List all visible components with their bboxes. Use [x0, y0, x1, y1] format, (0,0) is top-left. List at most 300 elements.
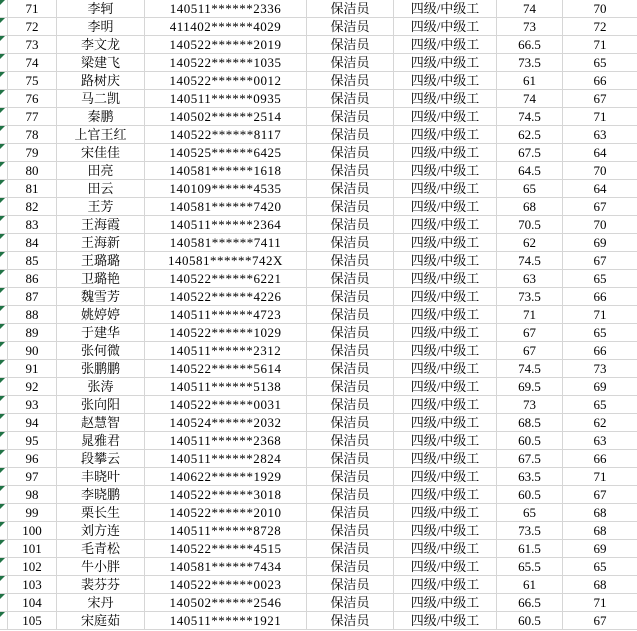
id-number-cell[interactable]: 140502******2514	[145, 108, 307, 126]
job-title-cell[interactable]: 保洁员	[307, 198, 394, 216]
job-title-cell[interactable]: 保洁员	[307, 180, 394, 198]
job-title-cell[interactable]: 保洁员	[307, 360, 394, 378]
row-number-cell[interactable]: 85	[8, 252, 57, 270]
id-number-cell[interactable]: 140522******6221	[145, 270, 307, 288]
id-number-cell[interactable]: 140522******1029	[145, 324, 307, 342]
row-marker-cell[interactable]	[0, 216, 8, 234]
id-number-cell[interactable]: 140511******1921	[145, 612, 307, 630]
name-cell[interactable]: 秦鹏	[57, 108, 145, 126]
row-marker-cell[interactable]	[0, 468, 8, 486]
id-number-cell[interactable]: 140511******2368	[145, 432, 307, 450]
job-title-cell[interactable]: 保洁员	[307, 594, 394, 612]
name-cell[interactable]: 王芳	[57, 198, 145, 216]
job-title-cell[interactable]: 保洁员	[307, 432, 394, 450]
row-number-cell[interactable]: 94	[8, 414, 57, 432]
error-indicator-icon	[0, 144, 5, 149]
score2-cell[interactable]: 70	[563, 0, 637, 18]
score1-cell[interactable]: 68	[497, 198, 563, 216]
level-cell[interactable]: 四级/中级工	[394, 90, 497, 108]
job-title-cell[interactable]: 保洁员	[307, 72, 394, 90]
id-number-cell[interactable]: 140511******0935	[145, 90, 307, 108]
job-title-cell[interactable]: 保洁员	[307, 108, 394, 126]
row-number-cell[interactable]: 77	[8, 108, 57, 126]
name-cell[interactable]: 张何微	[57, 342, 145, 360]
name-cell[interactable]: 卫璐艳	[57, 270, 145, 288]
score2-cell[interactable]: 70	[563, 162, 637, 180]
level-cell[interactable]: 四级/中级工	[394, 72, 497, 90]
level-cell[interactable]: 四级/中级工	[394, 18, 497, 36]
score1-cell[interactable]: 65.5	[497, 558, 563, 576]
job-title-cell[interactable]: 保洁员	[307, 396, 394, 414]
row-marker-cell[interactable]	[0, 162, 8, 180]
name-cell[interactable]: 刘方连	[57, 522, 145, 540]
row-number-cell[interactable]: 76	[8, 90, 57, 108]
id-number-cell[interactable]: 140581******7420	[145, 198, 307, 216]
level-cell[interactable]: 四级/中级工	[394, 306, 497, 324]
score1-cell[interactable]: 60.5	[497, 612, 563, 630]
level-cell[interactable]: 四级/中级工	[394, 162, 497, 180]
id-number-cell[interactable]: 140511******4723	[145, 306, 307, 324]
id-number-cell[interactable]: 140522******0023	[145, 576, 307, 594]
score2-cell[interactable]: 68	[563, 504, 637, 522]
score2-cell[interactable]: 66	[563, 72, 637, 90]
row-marker-cell[interactable]	[0, 90, 8, 108]
id-number-cell[interactable]: 140522******1035	[145, 54, 307, 72]
id-number-cell[interactable]: 140522******0012	[145, 72, 307, 90]
level-cell[interactable]: 四级/中级工	[394, 252, 497, 270]
row-marker-cell[interactable]	[0, 144, 8, 162]
level-cell[interactable]: 四级/中级工	[394, 486, 497, 504]
id-number-cell[interactable]: 140511******2336	[145, 0, 307, 18]
id-number-cell[interactable]: 140522******4226	[145, 288, 307, 306]
row-marker-cell[interactable]	[0, 126, 8, 144]
row-number-cell[interactable]: 89	[8, 324, 57, 342]
score1-cell[interactable]: 71	[497, 306, 563, 324]
level-cell[interactable]: 四级/中级工	[394, 54, 497, 72]
row-number-cell[interactable]: 92	[8, 378, 57, 396]
name-cell[interactable]: 赵慧智	[57, 414, 145, 432]
id-number-cell[interactable]: 411402******4029	[145, 18, 307, 36]
level-cell[interactable]: 四级/中级工	[394, 180, 497, 198]
name-cell[interactable]: 李晓鹏	[57, 486, 145, 504]
row-number-cell[interactable]: 96	[8, 450, 57, 468]
row-number-cell[interactable]: 99	[8, 504, 57, 522]
score2-cell[interactable]: 71	[563, 36, 637, 54]
level-cell[interactable]: 四级/中级工	[394, 396, 497, 414]
error-indicator-icon	[0, 558, 5, 563]
level-cell[interactable]: 四级/中级工	[394, 522, 497, 540]
row-number-cell[interactable]: 78	[8, 126, 57, 144]
score2-cell[interactable]: 69	[563, 234, 637, 252]
name-cell[interactable]: 梁建飞	[57, 54, 145, 72]
row-number-cell[interactable]: 98	[8, 486, 57, 504]
name-cell[interactable]: 王海新	[57, 234, 145, 252]
score2-cell[interactable]: 71	[563, 306, 637, 324]
score2-cell[interactable]: 67	[563, 252, 637, 270]
row-marker-cell[interactable]	[0, 306, 8, 324]
name-cell[interactable]: 马二凯	[57, 90, 145, 108]
error-indicator-icon	[0, 234, 5, 239]
level-cell[interactable]: 四级/中级工	[394, 342, 497, 360]
id-number-cell[interactable]: 140622******1929	[145, 468, 307, 486]
row-number-cell[interactable]: 91	[8, 360, 57, 378]
score2-cell[interactable]: 63	[563, 432, 637, 450]
name-cell[interactable]: 李文龙	[57, 36, 145, 54]
name-cell[interactable]: 田亮	[57, 162, 145, 180]
job-title-cell[interactable]: 保洁员	[307, 306, 394, 324]
level-cell[interactable]: 四级/中级工	[394, 144, 497, 162]
row-marker-cell[interactable]	[0, 558, 8, 576]
score2-cell[interactable]: 64	[563, 144, 637, 162]
row-number-cell[interactable]: 103	[8, 576, 57, 594]
id-number-cell[interactable]: 140522******0031	[145, 396, 307, 414]
name-cell[interactable]: 于建华	[57, 324, 145, 342]
row-marker-cell[interactable]	[0, 486, 8, 504]
job-title-cell[interactable]: 保洁员	[307, 558, 394, 576]
score2-cell[interactable]: 65	[563, 558, 637, 576]
level-cell[interactable]: 四级/中级工	[394, 198, 497, 216]
score2-cell[interactable]: 64	[563, 180, 637, 198]
id-number-cell[interactable]: 140522******8117	[145, 126, 307, 144]
name-cell[interactable]: 李明	[57, 18, 145, 36]
name-cell[interactable]: 牛小胖	[57, 558, 145, 576]
score1-cell[interactable]: 66.5	[497, 594, 563, 612]
job-title-cell[interactable]: 保洁员	[307, 54, 394, 72]
row-marker-cell[interactable]	[0, 450, 8, 468]
score2-cell[interactable]: 73	[563, 360, 637, 378]
row-number-cell[interactable]: 102	[8, 558, 57, 576]
error-indicator-icon	[0, 270, 5, 275]
id-number-cell[interactable]: 140522******3018	[145, 486, 307, 504]
row-marker-cell[interactable]	[0, 378, 8, 396]
score2-cell[interactable]: 71	[563, 594, 637, 612]
score1-cell[interactable]: 61	[497, 72, 563, 90]
score2-cell[interactable]: 68	[563, 522, 637, 540]
job-title-cell[interactable]: 保洁员	[307, 342, 394, 360]
error-indicator-icon	[0, 288, 5, 293]
level-cell[interactable]: 四级/中级工	[394, 594, 497, 612]
row-marker-cell[interactable]	[0, 360, 8, 378]
error-indicator-icon	[0, 108, 5, 113]
error-indicator-icon	[0, 180, 5, 185]
row-marker-cell[interactable]	[0, 18, 8, 36]
score1-cell[interactable]: 65	[497, 504, 563, 522]
score2-cell[interactable]: 65	[563, 396, 637, 414]
score1-cell[interactable]: 67	[497, 342, 563, 360]
score1-cell[interactable]: 67.5	[497, 144, 563, 162]
row-number-cell[interactable]: 88	[8, 306, 57, 324]
job-title-cell[interactable]: 保洁员	[307, 468, 394, 486]
score1-cell[interactable]: 67.5	[497, 450, 563, 468]
level-cell[interactable]: 四级/中级工	[394, 504, 497, 522]
job-title-cell[interactable]: 保洁员	[307, 234, 394, 252]
score2-cell[interactable]: 66	[563, 288, 637, 306]
score2-cell[interactable]: 65	[563, 54, 637, 72]
name-cell[interactable]: 毛青松	[57, 540, 145, 558]
row-marker-cell[interactable]	[0, 396, 8, 414]
row-marker-cell[interactable]	[0, 342, 8, 360]
job-title-cell[interactable]: 保洁员	[307, 486, 394, 504]
score1-cell[interactable]: 61.5	[497, 540, 563, 558]
id-number-cell[interactable]: 140109******4535	[145, 180, 307, 198]
level-cell[interactable]: 四级/中级工	[394, 324, 497, 342]
row-number-cell[interactable]: 100	[8, 522, 57, 540]
row-marker-cell[interactable]	[0, 0, 8, 18]
row-number-cell[interactable]: 75	[8, 72, 57, 90]
score1-cell[interactable]: 65	[497, 180, 563, 198]
level-cell[interactable]: 四级/中级工	[394, 378, 497, 396]
error-indicator-icon	[0, 0, 5, 5]
row-marker-cell[interactable]	[0, 576, 8, 594]
error-indicator-icon	[0, 36, 5, 41]
id-number-cell[interactable]: 140511******2364	[145, 216, 307, 234]
id-number-cell[interactable]: 140581******7434	[145, 558, 307, 576]
score1-cell[interactable]: 69.5	[497, 378, 563, 396]
row-marker-cell[interactable]	[0, 198, 8, 216]
level-cell[interactable]: 四级/中级工	[394, 0, 497, 18]
name-cell[interactable]: 段攀云	[57, 450, 145, 468]
id-number-cell[interactable]: 140522******5614	[145, 360, 307, 378]
error-indicator-icon	[0, 378, 5, 383]
id-number-cell[interactable]: 140581******742X	[145, 252, 307, 270]
row-number-cell[interactable]: 90	[8, 342, 57, 360]
row-marker-cell[interactable]	[0, 414, 8, 432]
error-indicator-icon	[0, 126, 5, 131]
row-marker-cell[interactable]	[0, 234, 8, 252]
score2-cell[interactable]: 63	[563, 126, 637, 144]
level-cell[interactable]: 四级/中级工	[394, 558, 497, 576]
row-number-cell[interactable]: 81	[8, 180, 57, 198]
score1-cell[interactable]: 64.5	[497, 162, 563, 180]
id-number-cell[interactable]: 140511******5138	[145, 378, 307, 396]
row-number-cell[interactable]: 80	[8, 162, 57, 180]
score2-cell[interactable]: 66	[563, 342, 637, 360]
row-number-cell[interactable]: 79	[8, 144, 57, 162]
score1-cell[interactable]: 73.5	[497, 288, 563, 306]
name-cell[interactable]: 王璐璐	[57, 252, 145, 270]
level-cell[interactable]: 四级/中级工	[394, 432, 497, 450]
name-cell[interactable]: 宋佳佳	[57, 144, 145, 162]
row-marker-cell[interactable]	[0, 108, 8, 126]
row-number-cell[interactable]: 74	[8, 54, 57, 72]
row-marker-cell[interactable]	[0, 504, 8, 522]
score2-cell[interactable]: 67	[563, 612, 637, 630]
name-cell[interactable]: 晁雅君	[57, 432, 145, 450]
row-number-cell[interactable]: 104	[8, 594, 57, 612]
job-title-cell[interactable]: 保洁员	[307, 216, 394, 234]
id-number-cell[interactable]: 140511******2824	[145, 450, 307, 468]
level-cell[interactable]: 四级/中级工	[394, 540, 497, 558]
name-cell[interactable]: 宋丹	[57, 594, 145, 612]
score2-cell[interactable]: 67	[563, 198, 637, 216]
error-indicator-icon	[0, 414, 5, 419]
name-cell[interactable]: 路树庆	[57, 72, 145, 90]
score1-cell[interactable]: 74	[497, 0, 563, 18]
job-title-cell[interactable]: 保洁员	[307, 270, 394, 288]
row-number-cell[interactable]: 97	[8, 468, 57, 486]
row-marker-cell[interactable]	[0, 180, 8, 198]
score2-cell[interactable]: 70	[563, 216, 637, 234]
row-number-cell[interactable]: 95	[8, 432, 57, 450]
job-title-cell[interactable]: 保洁员	[307, 36, 394, 54]
id-number-cell[interactable]: 140525******6425	[145, 144, 307, 162]
name-cell[interactable]: 姚婷婷	[57, 306, 145, 324]
job-title-cell[interactable]: 保洁员	[307, 414, 394, 432]
level-cell[interactable]: 四级/中级工	[394, 360, 497, 378]
score1-cell[interactable]: 73.5	[497, 522, 563, 540]
score1-cell[interactable]: 61	[497, 576, 563, 594]
score2-cell[interactable]: 67	[563, 90, 637, 108]
score1-cell[interactable]: 74.5	[497, 108, 563, 126]
job-title-cell[interactable]: 保洁员	[307, 504, 394, 522]
error-indicator-icon	[0, 432, 5, 437]
row-marker-cell[interactable]	[0, 612, 8, 630]
row-marker-cell[interactable]	[0, 324, 8, 342]
row-marker-cell[interactable]	[0, 432, 8, 450]
id-number-cell[interactable]: 140502******2546	[145, 594, 307, 612]
row-number-cell[interactable]: 87	[8, 288, 57, 306]
row-marker-cell[interactable]	[0, 288, 8, 306]
row-number-cell[interactable]: 93	[8, 396, 57, 414]
job-title-cell[interactable]: 保洁员	[307, 576, 394, 594]
score1-cell[interactable]: 60.5	[497, 486, 563, 504]
name-cell[interactable]: 田云	[57, 180, 145, 198]
score2-cell[interactable]: 69	[563, 540, 637, 558]
name-cell[interactable]: 张涛	[57, 378, 145, 396]
job-title-cell[interactable]: 保洁员	[307, 18, 394, 36]
level-cell[interactable]: 四级/中级工	[394, 126, 497, 144]
job-title-cell[interactable]: 保洁员	[307, 252, 394, 270]
level-cell[interactable]: 四级/中级工	[394, 468, 497, 486]
level-cell[interactable]: 四级/中级工	[394, 576, 497, 594]
score1-cell[interactable]: 67	[497, 324, 563, 342]
score1-cell[interactable]: 62.5	[497, 126, 563, 144]
job-title-cell[interactable]: 保洁员	[307, 126, 394, 144]
row-number-cell[interactable]: 86	[8, 270, 57, 288]
score1-cell[interactable]: 62	[497, 234, 563, 252]
name-cell[interactable]: 宋庭茹	[57, 612, 145, 630]
error-indicator-icon	[0, 540, 5, 545]
row-number-cell[interactable]: 71	[8, 0, 57, 18]
id-number-cell[interactable]: 140511******2312	[145, 342, 307, 360]
row-marker-cell[interactable]	[0, 270, 8, 288]
row-number-cell[interactable]: 82	[8, 198, 57, 216]
row-number-cell[interactable]: 101	[8, 540, 57, 558]
score1-cell[interactable]: 74.5	[497, 360, 563, 378]
score1-cell[interactable]: 73	[497, 18, 563, 36]
score2-cell[interactable]: 65	[563, 270, 637, 288]
level-cell[interactable]: 四级/中级工	[394, 612, 497, 630]
row-number-cell[interactable]: 84	[8, 234, 57, 252]
error-indicator-icon	[0, 612, 5, 617]
job-title-cell[interactable]: 保洁员	[307, 90, 394, 108]
score2-cell[interactable]: 69	[563, 378, 637, 396]
level-cell[interactable]: 四级/中级工	[394, 288, 497, 306]
name-cell[interactable]: 王海霞	[57, 216, 145, 234]
row-marker-cell[interactable]	[0, 522, 8, 540]
score1-cell[interactable]: 66.5	[497, 36, 563, 54]
score1-cell[interactable]: 73	[497, 396, 563, 414]
id-number-cell[interactable]: 140581******1618	[145, 162, 307, 180]
id-number-cell[interactable]: 140581******7411	[145, 234, 307, 252]
id-number-cell[interactable]: 140522******2010	[145, 504, 307, 522]
row-marker-cell[interactable]	[0, 54, 8, 72]
level-cell[interactable]: 四级/中级工	[394, 36, 497, 54]
score2-cell[interactable]: 68	[563, 576, 637, 594]
level-cell[interactable]: 四级/中级工	[394, 108, 497, 126]
job-title-cell[interactable]: 保洁员	[307, 288, 394, 306]
score1-cell[interactable]: 70.5	[497, 216, 563, 234]
job-title-cell[interactable]: 保洁员	[307, 540, 394, 558]
job-title-cell[interactable]: 保洁员	[307, 144, 394, 162]
level-cell[interactable]: 四级/中级工	[394, 270, 497, 288]
row-number-cell[interactable]: 105	[8, 612, 57, 630]
score1-cell[interactable]: 74.5	[497, 252, 563, 270]
score2-cell[interactable]: 62	[563, 414, 637, 432]
level-cell[interactable]: 四级/中级工	[394, 234, 497, 252]
row-marker-cell[interactable]	[0, 540, 8, 558]
name-cell[interactable]: 栗长生	[57, 504, 145, 522]
name-cell[interactable]: 李轲	[57, 0, 145, 18]
level-cell[interactable]: 四级/中级工	[394, 216, 497, 234]
job-title-cell[interactable]: 保洁员	[307, 0, 394, 18]
score1-cell[interactable]: 63.5	[497, 468, 563, 486]
row-marker-cell[interactable]	[0, 72, 8, 90]
row-number-cell[interactable]: 83	[8, 216, 57, 234]
score1-cell[interactable]: 68.5	[497, 414, 563, 432]
job-title-cell[interactable]: 保洁员	[307, 612, 394, 630]
job-title-cell[interactable]: 保洁员	[307, 378, 394, 396]
error-indicator-icon	[0, 576, 5, 581]
row-marker-cell[interactable]	[0, 36, 8, 54]
name-cell[interactable]: 丰晓叶	[57, 468, 145, 486]
error-indicator-icon	[0, 468, 5, 473]
row-marker-cell[interactable]	[0, 252, 8, 270]
row-number-cell[interactable]: 72	[8, 18, 57, 36]
row-marker-cell[interactable]	[0, 594, 8, 612]
name-cell[interactable]: 魏雪芳	[57, 288, 145, 306]
score2-cell[interactable]: 71	[563, 468, 637, 486]
score1-cell[interactable]: 73.5	[497, 54, 563, 72]
score2-cell[interactable]: 71	[563, 108, 637, 126]
name-cell[interactable]: 张向阳	[57, 396, 145, 414]
name-cell[interactable]: 张鹏鹏	[57, 360, 145, 378]
level-cell[interactable]: 四级/中级工	[394, 414, 497, 432]
id-number-cell[interactable]: 140524******2032	[145, 414, 307, 432]
job-title-cell[interactable]: 保洁员	[307, 162, 394, 180]
level-cell[interactable]: 四级/中级工	[394, 450, 497, 468]
score2-cell[interactable]: 66	[563, 450, 637, 468]
row-number-cell[interactable]: 73	[8, 36, 57, 54]
id-number-cell[interactable]: 140511******8728	[145, 522, 307, 540]
error-indicator-icon	[0, 18, 5, 23]
job-title-cell[interactable]: 保洁员	[307, 522, 394, 540]
job-title-cell[interactable]: 保洁员	[307, 324, 394, 342]
id-number-cell[interactable]: 140522******4515	[145, 540, 307, 558]
score1-cell[interactable]: 60.5	[497, 432, 563, 450]
id-number-cell[interactable]: 140522******2019	[145, 36, 307, 54]
score1-cell[interactable]: 74	[497, 90, 563, 108]
score1-cell[interactable]: 63	[497, 270, 563, 288]
name-cell[interactable]: 裴芬芬	[57, 576, 145, 594]
name-cell[interactable]: 上官王红	[57, 126, 145, 144]
score2-cell[interactable]: 67	[563, 486, 637, 504]
score2-cell[interactable]: 72	[563, 18, 637, 36]
error-indicator-icon	[0, 252, 5, 257]
job-title-cell[interactable]: 保洁员	[307, 450, 394, 468]
error-indicator-icon	[0, 486, 5, 491]
score2-cell[interactable]: 65	[563, 324, 637, 342]
